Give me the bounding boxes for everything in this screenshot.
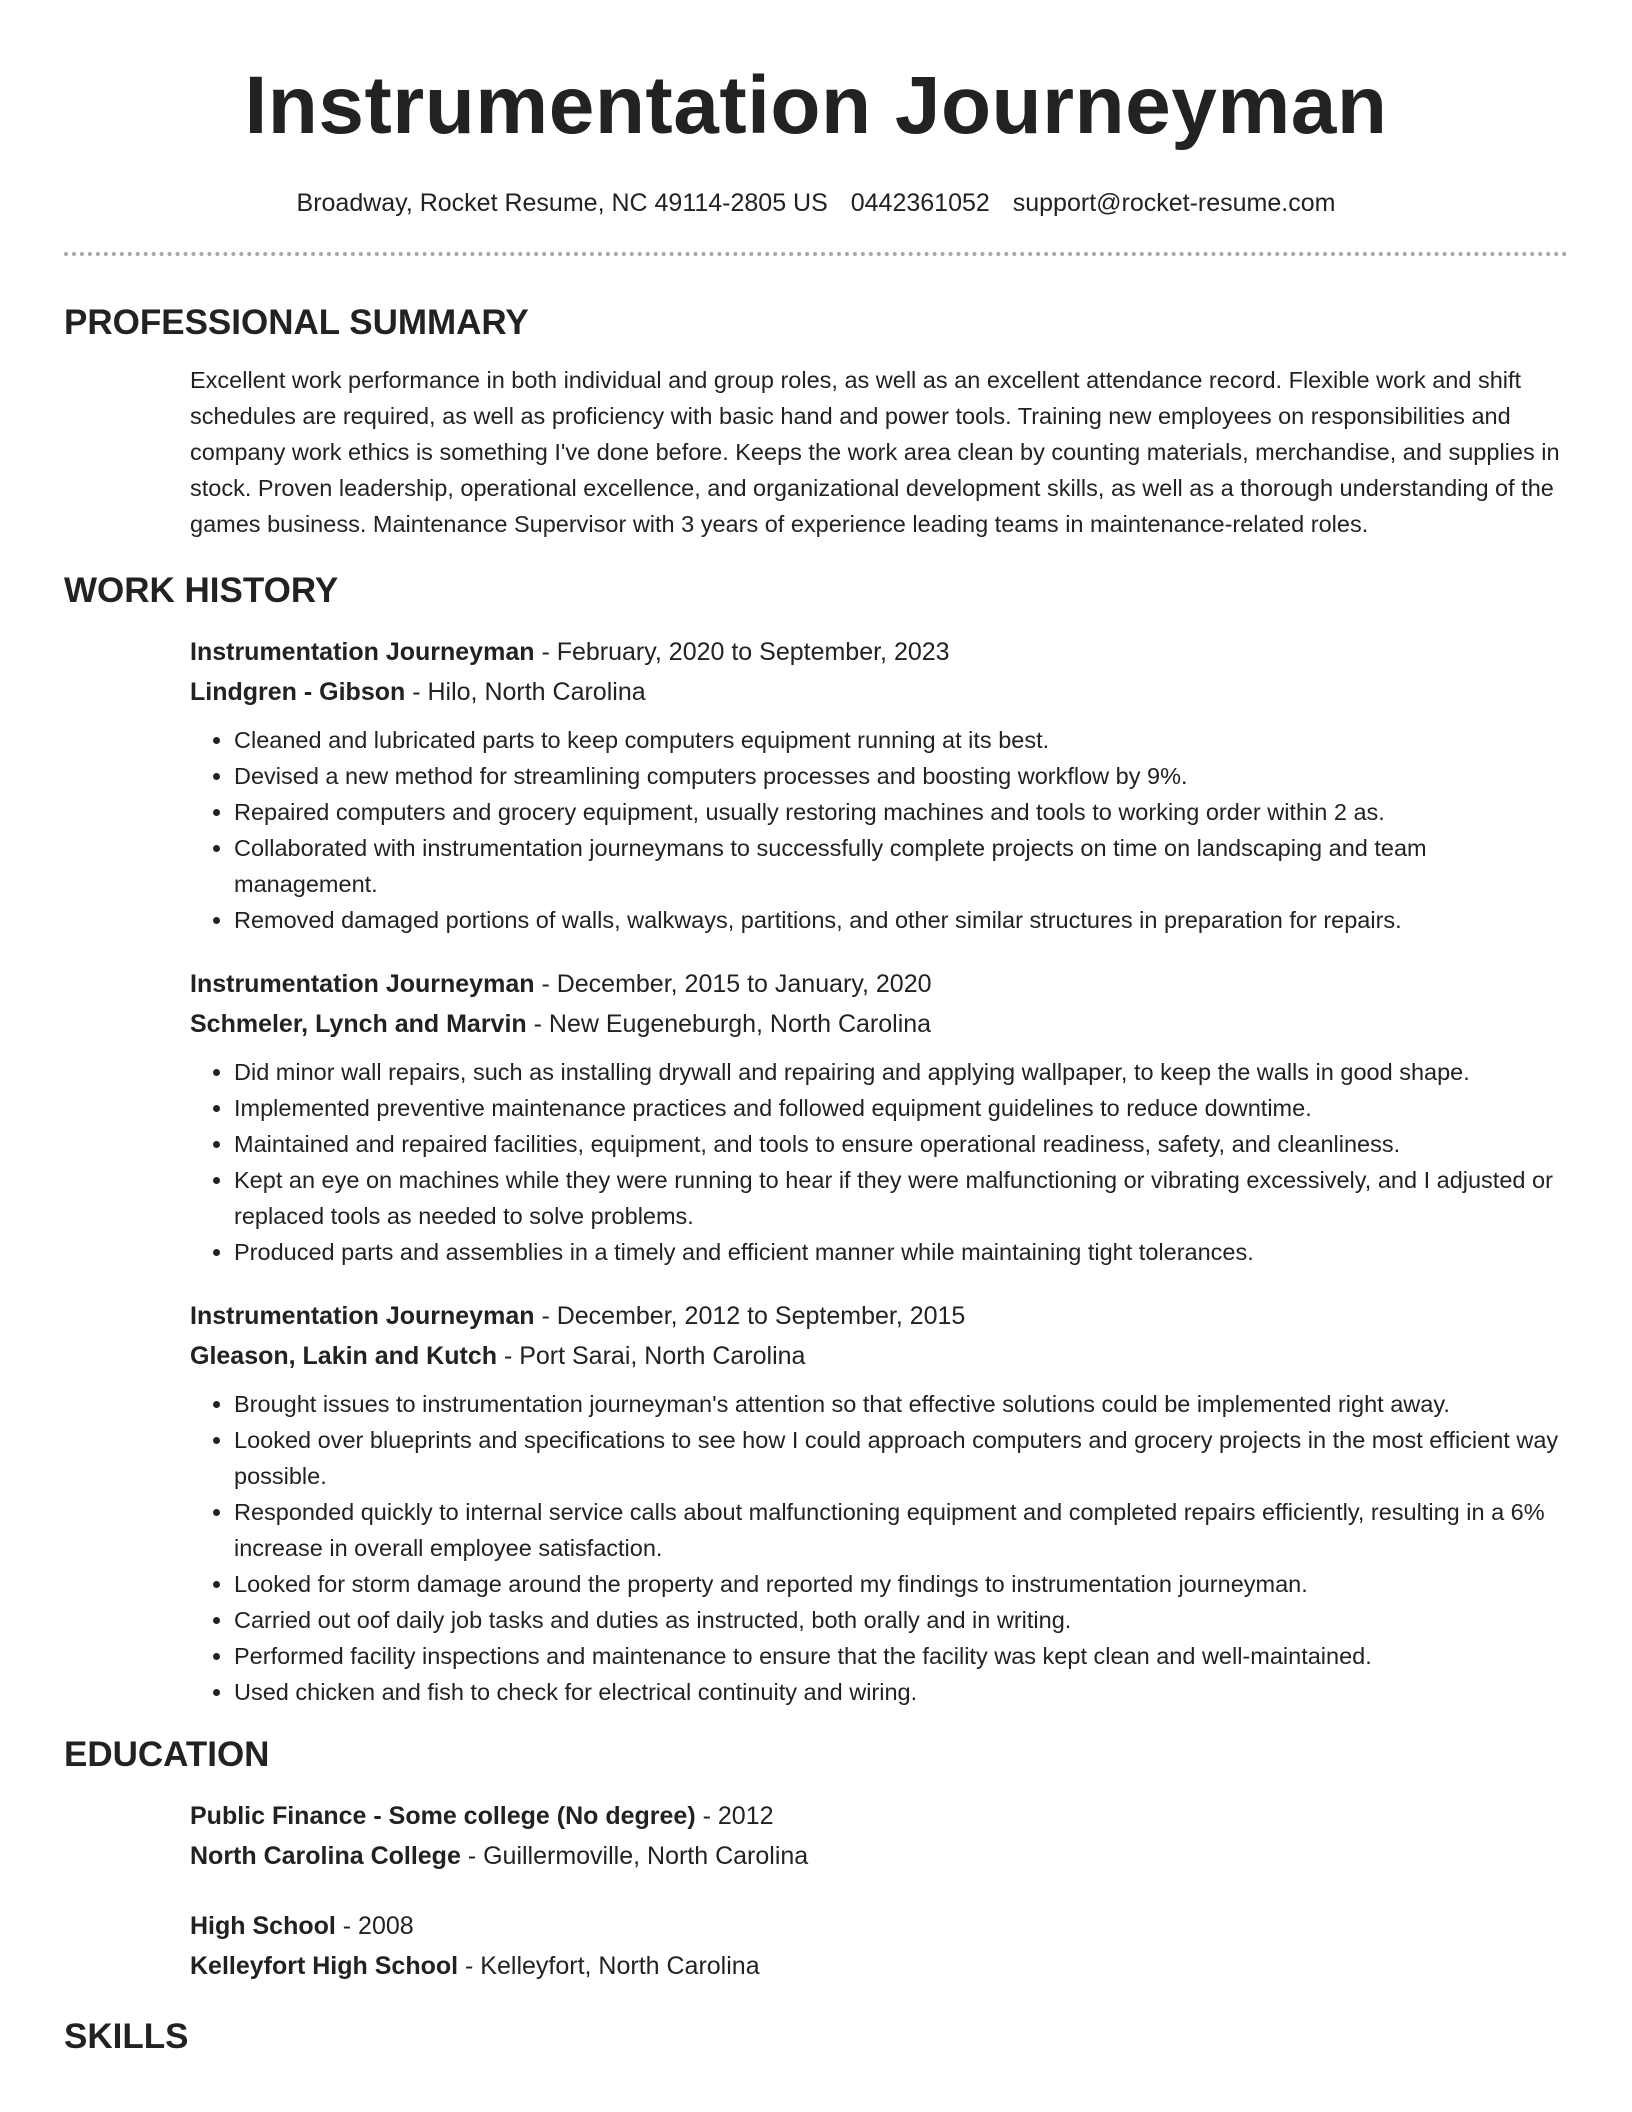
education-location: - Kelleyfort, North Carolina xyxy=(458,1952,760,1980)
summary-heading: PROFESSIONAL SUMMARY xyxy=(64,303,529,342)
job-bullet: • Responded quickly to internal service calls about malfunctioning equipment and completed repairs efficiently, resulting in a 6% increase in overall employee satisfaction. xyxy=(234,1494,1568,1566)
education-year: - 2008 xyxy=(335,1912,414,1940)
job-bullet: • Kept an eye on machines while they were running to hear if they were malfunctioning or vibrating excessively, and I adjusted or replaced tools as needed to solve problems. xyxy=(234,1162,1568,1234)
education-degree-line xyxy=(190,1796,1568,1836)
job-bullets xyxy=(190,1054,1568,1270)
education-school-line xyxy=(190,1836,1568,1876)
job-bullet: • Devised a new method for streamlining computers processes and boosting workflow by 9%. xyxy=(234,758,1568,794)
job-bullet: • Did minor wall repairs, such as installing drywall and repairing and applying wallpaper, to keep the walls in good shape. xyxy=(234,1054,1568,1090)
education-degree-line xyxy=(190,1906,1568,1946)
job-title-line xyxy=(190,1296,1568,1336)
job-company: Lindgren - Gibson xyxy=(190,678,406,706)
work-history-section xyxy=(64,570,1568,1710)
job-company: Gleason, Lakin and Kutch xyxy=(190,1342,497,1370)
contact-address: Broadway, Rocket Resume, NC 49114-2805 US xyxy=(296,189,828,217)
job-bullet: • Collaborated with instrumentation journeymans to successfully complete projects on time on landscaping and team management. xyxy=(234,830,1568,902)
job-location: - New Eugeneburgh, North Carolina xyxy=(526,1010,932,1038)
job-bullet: • Repaired computers and grocery equipment, usually restoring machines and tools to working order within 2 as. xyxy=(234,794,1568,830)
job-company-line xyxy=(190,672,1568,712)
job-bullet: • Performed facility inspections and maintenance to ensure that the facility was kept clean and well-maintained. xyxy=(234,1638,1568,1674)
job-location: - Hilo, North Carolina xyxy=(405,678,646,706)
education-entry xyxy=(190,1906,1568,1986)
job-dates: - December, 2012 to September, 2015 xyxy=(534,1302,966,1330)
education-degree: High School xyxy=(190,1912,336,1940)
resume-page xyxy=(64,0,1568,2058)
job-entry xyxy=(190,1296,1568,1710)
job-bullet: • Looked over blueprints and specifications to see how I could approach computers and grocery projects in the most efficient way possible. xyxy=(234,1422,1568,1494)
contact-email: support@rocket-resume.com xyxy=(1012,189,1336,217)
education-school-line xyxy=(190,1946,1568,1986)
resume-name: Instrumentation Journeyman xyxy=(244,60,1388,151)
job-bullets xyxy=(190,1386,1568,1710)
job-entry xyxy=(190,964,1568,1270)
education-school: North Carolina College xyxy=(190,1842,461,1870)
education-location: - Guillermoville, North Carolina xyxy=(460,1842,809,1870)
education-degree: Public Finance - Some college (No degree) xyxy=(190,1802,696,1830)
contact-phone: 0442361052 xyxy=(850,189,990,217)
job-title: Instrumentation Journeyman xyxy=(190,638,535,666)
job-bullets xyxy=(190,722,1568,938)
skills-section xyxy=(64,2016,1568,2058)
header-divider xyxy=(64,252,1568,256)
job-company-line xyxy=(190,1336,1568,1376)
job-company-line xyxy=(190,1004,1568,1044)
job-title: Instrumentation Journeyman xyxy=(190,970,535,998)
education-entry xyxy=(190,1796,1568,1876)
job-title-line xyxy=(190,964,1568,1004)
job-location: - Port Sarai, North Carolina xyxy=(497,1342,806,1370)
education-year: - 2012 xyxy=(695,1802,774,1830)
education-section xyxy=(64,1734,1568,1986)
summary-text: Excellent work performance in both individual and group roles, as well as an excellent attendance record. Flexible work and shift schedules are required, as well as proficiency with basic hand and power tools. Training new employees on responsibilities and company work ethics is something I've done before. Keeps the work area clean by counting materials, merchandise, and supplies in stock. Proven leadership, operational excellence, and organizational development skills, as well as a thorough understanding of the games business. Maintenance Supervisor with 3 years of experience leading teams in maintenance-related roles. xyxy=(190,367,1560,537)
job-bullet: • Implemented preventive maintenance practices and followed equipment guidelines to reduce downtime. xyxy=(234,1090,1568,1126)
summary-section xyxy=(64,302,1568,542)
job-dates: - December, 2015 to January, 2020 xyxy=(534,970,932,998)
job-dates: - February, 2020 to September, 2023 xyxy=(534,638,950,666)
job-bullet: • Brought issues to instrumentation journeyman's attention so that effective solutions could be implemented right away. xyxy=(234,1386,1568,1422)
job-entry xyxy=(190,632,1568,938)
job-title-line xyxy=(190,632,1568,672)
education-school: Kelleyfort High School xyxy=(190,1952,459,1980)
job-bullet: • Looked for storm damage around the property and reported my findings to instrumentation journeyman. xyxy=(234,1566,1568,1602)
job-bullet: • Produced parts and assemblies in a timely and efficient manner while maintaining tight tolerances. xyxy=(234,1234,1568,1270)
contact-info xyxy=(64,188,1568,218)
job-bullet: • Maintained and repaired facilities, equipment, and tools to ensure operational readiness, safety, and cleanliness. xyxy=(234,1126,1568,1162)
work-history-heading: WORK HISTORY xyxy=(64,571,339,610)
job-bullet: • Used chicken and fish to check for electrical continuity and wiring. xyxy=(234,1674,1568,1710)
education-heading: EDUCATION xyxy=(64,1735,270,1774)
job-company: Schmeler, Lynch and Marvin xyxy=(190,1010,527,1038)
job-bullet: • Carried out oof daily job tasks and duties as instructed, both orally and in writing. xyxy=(234,1602,1568,1638)
skills-heading: SKILLS xyxy=(64,2017,189,2056)
job-bullet: • Removed damaged portions of walls, walkways, partitions, and other similar structures in preparation for repairs. xyxy=(234,902,1568,938)
job-bullet: • Cleaned and lubricated parts to keep computers equipment running at its best. xyxy=(234,722,1568,758)
job-title: Instrumentation Journeyman xyxy=(190,1302,535,1330)
